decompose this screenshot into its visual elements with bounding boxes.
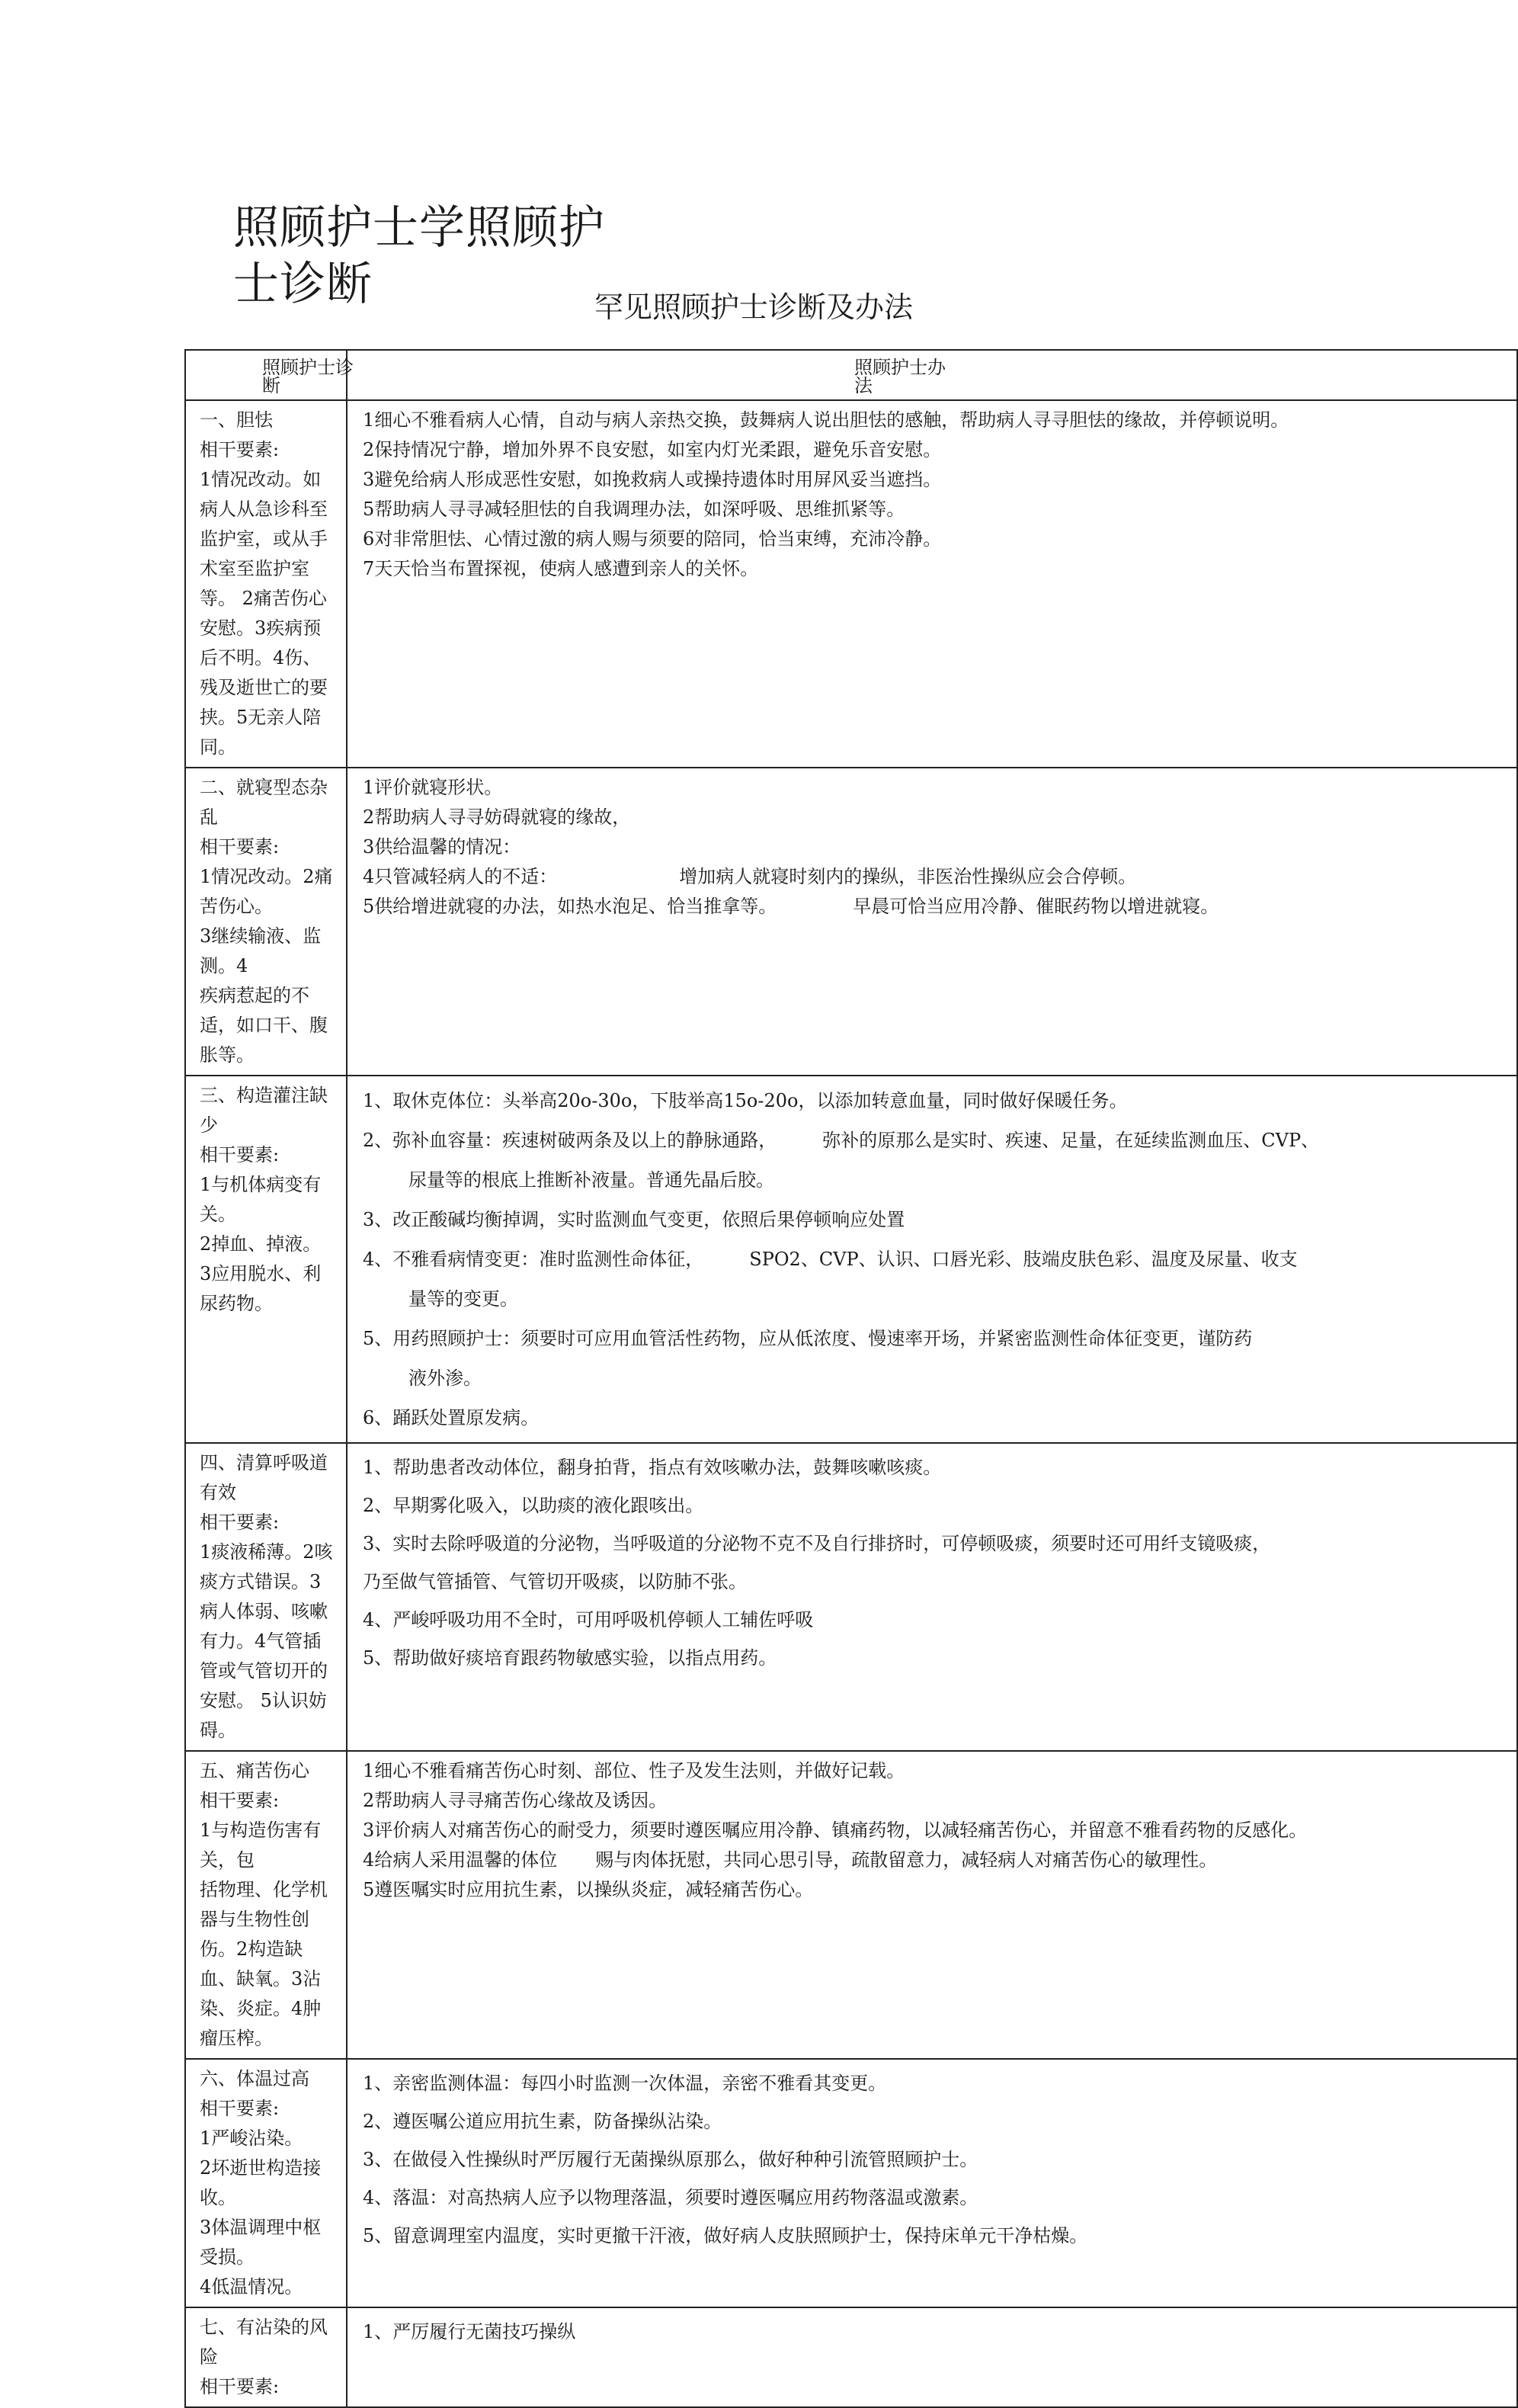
factor-text: 1严峻沾染。: [200, 2127, 303, 2149]
diagnosis-cell: [185, 2059, 347, 2307]
measures-cell: [347, 1076, 1517, 1443]
document-title: 照顾护士学照顾护士诊断: [233, 201, 605, 311]
measure-item: 1细心不雅看病人心情，自动与病人亲热交换，鼓舞病人说出胆怯的感触，帮助病人寻寻胆怯的缘故，并停顿说明。: [363, 409, 1289, 431]
diagnosis-cell: [185, 400, 347, 768]
measures-cell: [347, 400, 1517, 768]
measure-item: 1、帮助患者改动体位，翻身拍背，指点有效咳嗽办法，鼓舞咳嗽咳痰。: [363, 1457, 942, 1478]
measure-item: 1细心不雅看痛苦伤心时刻、部位、性子及发生法则，并做好记载。: [363, 1760, 905, 1781]
measures-cell: [347, 1751, 1517, 2059]
measure-item: 5、留意调理室内温度，实时更撤干汗液，做好病人皮肤照顾护士，保持床单元干净枯燥。: [363, 2225, 1088, 2246]
diagnosis-title: 四、清算呼吸道有效: [200, 1452, 328, 1503]
measure-item: 2保持情况宁静，增加外界不良安慰，如室内灯光柔跟，避免乐音安慰。: [363, 439, 942, 460]
measure-item: 3、实时去除呼吸道的分泌物，当呼吸道的分泌物不克不及自行排挤时，可停顿吸痰，须要时还可用纤支镜吸痰，: [363, 1533, 1271, 1554]
table-row: [185, 768, 1517, 1076]
measure-item: 2、早期雾化吸入，以助痰的液化跟咳出。: [363, 1495, 704, 1516]
table-row: [185, 1076, 1517, 1443]
measure-item: 7天天恰当布置探视，使病人感遭到亲人的关怀。: [363, 558, 759, 579]
factor-text: 2掉血、掉液。: [200, 1233, 322, 1255]
measure-item: 4给病人采用温馨的体位: [363, 1849, 558, 1871]
factor-text: 1情况改动。如病人从急诊科至监护室，或从手术室至监护室等。 2痛苦伤心安慰。3疾病预后不明。4伤、残及逝世亡的要挟。5无亲人陪同。: [200, 469, 328, 758]
measure-item: 量等的变更。: [408, 1288, 518, 1310]
measure-item: 乃至做气管插管、气管切开吸痰，以防肺不张。: [363, 1571, 747, 1592]
measure-item: 1评价就寝形状。: [363, 777, 503, 798]
factor-label: 相干要素:: [200, 2098, 280, 2119]
measure-line: [363, 862, 1516, 892]
measure-item: 赐与肉体抚慰，共同心思引导，疏散留意力，减轻病人对痛苦伤心的敏理性。: [595, 1849, 1218, 1871]
factor-text: 括物理、化学机器与生物性创伤。2构造缺血、缺氧。3沾染、炎症。4肿瘤压榨。: [200, 1879, 328, 2049]
factor-text: 3应用脱水、利尿药物。: [200, 1263, 322, 1314]
diagnosis-cell: [185, 1443, 347, 1751]
measures-cell: [347, 1443, 1517, 1751]
diagnosis-title: 一、胆怯: [200, 409, 273, 431]
diagnosis-title: 六、体温过高: [200, 2068, 309, 2089]
diagnosis-cell: [185, 1076, 347, 1443]
nursing-diagnosis-table: [184, 349, 1518, 2408]
measure-item: 3避免给病人形成恶性安慰，如挽救病人或操持遗体时用屏风妥当遮挡。: [363, 469, 942, 490]
measure-item: 5供给增进就寝的办法，如热水泡足、恰当推拿等。: [363, 896, 777, 917]
document-subtitle: 罕见照顾护士诊断及办法: [594, 290, 914, 324]
table-header-row: [185, 350, 1517, 400]
measure-item: 早晨可恰当应用冷静、催眠药物以增进就寝。: [853, 896, 1219, 917]
measure-item: 5、帮助做好痰培育跟药物敏感实验，以指点用药。: [363, 1647, 777, 1669]
measures-cell: [347, 768, 1517, 1076]
table-row: [185, 2307, 1517, 2407]
measure-line: [363, 1845, 1516, 1875]
factor-label: 相干要素:: [200, 1144, 280, 1166]
measures-cell: [347, 2307, 1517, 2407]
measure-item: 5帮助病人寻寻减轻胆怯的自我调理办法，如深呼吸、思维抓紧等。: [363, 499, 905, 520]
factor-text: 4低温情况。: [200, 2276, 303, 2297]
factor-text: 3继续输液、监测。4: [200, 925, 322, 976]
measure-item: 5、用药照顾护士：须要时可应用血管活性药物，应从低浓度、慢速率开场，并紧密监测性命体征变更，谨防药: [363, 1328, 1253, 1349]
factor-text: 2坏逝世构造接收。: [200, 2157, 322, 2208]
factor-label: 相干要素:: [200, 439, 280, 460]
measure-item: SPO2、CVP、认识、口唇光彩、肢端皮肤色彩、温度及尿量、收支: [749, 1249, 1298, 1270]
measure-item: 1、严厉履行无菌技巧操纵: [363, 2321, 576, 2342]
diagnosis-cell: [185, 2307, 347, 2407]
factor-text: 1情况改动。2痛苦伤心。: [200, 866, 333, 917]
header-diagnosis-text: 照顾护士诊断: [262, 357, 354, 396]
measure-item: 6对非常胆怯、心情过激的病人赐与须要的陪同，恰当束缚，充沛冷静。: [363, 528, 942, 550]
measure-item: 4、落温：对高热病人应予以物理落温，须要时遵医嘱应用药物落温或激素。: [363, 2187, 978, 2208]
diagnosis-cell: [185, 768, 347, 1076]
measure-item: 3评价病人对痛苦伤心的耐受力，须要时遵医嘱应用冷静、镇痛药物，以减轻痛苦伤心，并留意不雅看药物的反感化。: [363, 1820, 1308, 1841]
measure-item: 弥补的原那么是实时、疾速、足量，在延续监测血压、CVP、: [822, 1130, 1320, 1151]
measure-item: 3、改正酸碱均衡掉调，实时监测血气变更，依照后果停顿响应处置: [363, 1209, 905, 1230]
diagnosis-title: 七、有沾染的风险: [200, 2317, 328, 2368]
table-row: [185, 2059, 1517, 2307]
measure-item: 3供给温馨的情况：: [363, 836, 521, 858]
factor-label: 相干要素:: [200, 1512, 280, 1533]
measure-item: 4、不雅看病情变更：准时监测性命体征，: [363, 1249, 704, 1270]
factor-text: 1痰液稀薄。2咳痰方式错误。3病人体弱、咳嗽有力。4气管插管或气管切开的安慰。 5认识妨碍。: [200, 1541, 333, 1741]
factor-label: 相干要素:: [200, 2376, 280, 2397]
measure-item: 尿量等的根底上推断补液量。普通先晶后胶。: [408, 1169, 774, 1191]
factor-text: 疾病惹起的不适，如口干、腹胀等。: [200, 985, 328, 1066]
factor-label: 相干要素:: [200, 836, 280, 858]
measure-item: 4、严峻呼吸功用不全时，可用呼吸机停顿人工辅佐呼吸: [363, 1609, 814, 1630]
measure-item: 1、亲密监测体温：每四小时监测一次体温，亲密不雅看其变更。: [363, 2073, 887, 2094]
measure-item: 6、踊跃处置原发病。: [363, 1407, 540, 1428]
measure-item: 增加病人就寝时刻内的操纵，非医治性操纵应会合停顿。: [679, 866, 1137, 887]
measure-item: 4只管减轻病人的不适：: [363, 866, 558, 887]
factor-text: 1与构造伤害有关，包: [200, 1820, 322, 1871]
factor-text: 3体温调理中枢受损。: [200, 2217, 322, 2268]
diagnosis-title: 二、就寝型态杂乱: [200, 777, 328, 828]
table-row: [185, 1751, 1517, 2059]
measure-line: [363, 1121, 1516, 1160]
measure-line: [363, 892, 1516, 922]
measure-line: [363, 1239, 1516, 1279]
measure-item: 3、在做侵入性操纵时严厉履行无菌操纵原那么，做好种种引流管照顾护士。: [363, 2149, 978, 2170]
factor-text: 1与机体病变有关。: [200, 1174, 322, 1225]
diagnosis-title: 五、痛苦伤心: [200, 1760, 309, 1781]
header-measures: [347, 350, 1517, 400]
table-row: [185, 400, 1517, 768]
measure-item: 2帮助病人寻寻妨碍就寝的缘故，: [363, 806, 631, 828]
header-measures-text: 照顾护士办法: [854, 357, 946, 396]
measure-item: 1、取休克体位：头举高20o-30o，下肢举高15o-20o，以添加转意血量，同时做好保暖任务。: [363, 1090, 1128, 1111]
table-row: [185, 1443, 1517, 1751]
measure-item: 液外渗。: [408, 1368, 482, 1389]
factor-label: 相干要素:: [200, 1790, 280, 1811]
measure-item: 2帮助病人寻寻痛苦伤心缘故及诱因。: [363, 1790, 668, 1811]
diagnosis-title: 三、构造灌注缺少: [200, 1085, 328, 1136]
header-diagnosis: [185, 350, 354, 400]
measure-item: 2、遵医嘱公道应用抗生素，防备操纵沾染。: [363, 2111, 722, 2132]
measure-item: 2、弥补血容量：疾速树破两条及以上的静脉通路，: [363, 1130, 777, 1151]
measures-cell: [347, 2059, 1517, 2307]
measure-item: 5遵医嘱实时应用抗生素，以操纵炎症，减轻痛苦伤心。: [363, 1879, 814, 1900]
diagnosis-cell: [185, 1751, 347, 2059]
